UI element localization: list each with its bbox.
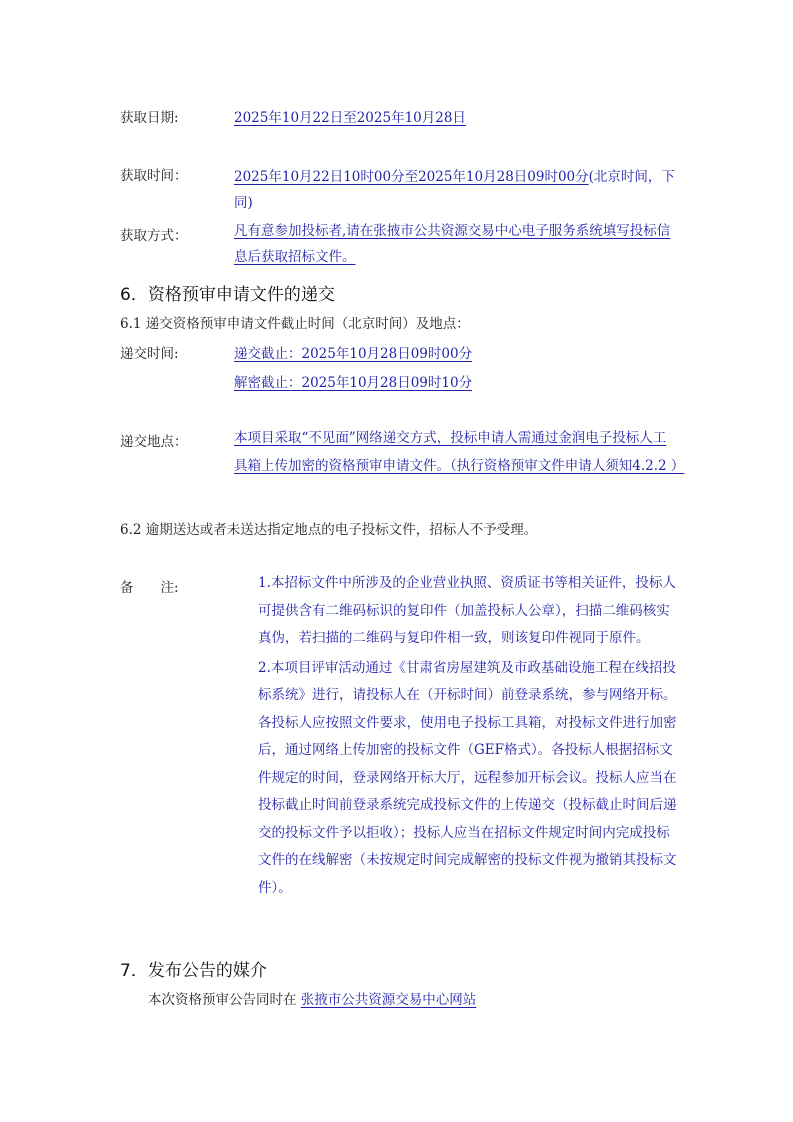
- acquire-time-block: [234, 164, 679, 216]
- acquire-time-note: (北京时间，下同): [234, 169, 675, 211]
- acquire-time-link[interactable]: 2025年10月22日10时00分至2025年10月28日09时00分: [234, 169, 589, 185]
- section6-heading: 6．资格预审申请文件的递交: [120, 285, 335, 305]
- submit-place-label: 递交地点：: [120, 434, 188, 450]
- submit-deadline-link[interactable]: 递交截止：2025年10月28日09时00分: [234, 346, 473, 362]
- section7-sentence: 本次资格预审公告同时在: [148, 992, 297, 1008]
- acquire-date-link[interactable]: 2025年10月22日至2025年10月28日: [234, 110, 466, 126]
- zhangye-trading-center-link[interactable]: 张掖市公共资源交易中心网站: [300, 992, 477, 1008]
- section6-sub2: 6.2 逾期送达或者未送达指定地点的电子投标文件，招标人不予受理。: [120, 522, 538, 538]
- section6-sub1: 6.1 递交资格预审申请文件截止时间（北京时间）及地点：: [120, 316, 470, 332]
- acquire-method-label: 获取方式：: [120, 228, 188, 244]
- remarks-notes: [258, 570, 678, 902]
- section7-heading: 7．发布公告的媒介: [120, 961, 267, 981]
- remark-note-1: 1.本招标文件中所涉及的企业营业执照、资质证书等相关证件，投标人可提供含有二维码标识的复印件（加盖投标人公章），扫描二维码核实真伪，若扫描的二维码与复印件相一致，则该复印件视同于原件。: [258, 575, 676, 646]
- submit-place-link[interactable]: 本项目采取“不见面”网络递交方式，投标申请人需通过金润电子投标人工具箱上传加密的资格预审申请文件。（执行资格预审文件申请人须知4.2.2 ）: [234, 430, 685, 474]
- remark-note-2: 2.本项目评审活动通过《甘肃省房屋建筑及市政基础设施工程在线招投标系统》进行，请投标人在（开标时间）前登录系统，参与网络开标。各投标人应按照文件要求，使用电子投标工具箱，对投标文件进行加密后，通过网络上传加密的投标文件（GEF格式）。各投标人根据招标文件规定的时间，登录网络开标大厅，远程参加开标会议。投标人应当在投标截止时间前登录系统完成投标文件的上传递交（投标截止时间后递交的投标文件予以拒收）；投标人应当在招标文件规定时间内完成投标文件的在线解密（未按规定时间完成解密的投标文件视为撤销其投标文件）。: [258, 659, 677, 896]
- section7-text: [148, 988, 476, 1008]
- remarks-label: 备 注:: [120, 580, 179, 596]
- acquire-method-link[interactable]: 凡有意参加投标者,请在张掖市公共资源交易中心电子服务系统填写投标信息后获取招标文件。: [234, 223, 671, 265]
- acquire-date-label: 获取日期:: [120, 110, 179, 126]
- acquire-time-label: 获取时间：: [120, 168, 188, 184]
- submit-time-label: 递交时间:: [120, 346, 179, 362]
- decrypt-deadline-link[interactable]: 解密截止：2025年10月28日09时10分: [234, 375, 473, 391]
